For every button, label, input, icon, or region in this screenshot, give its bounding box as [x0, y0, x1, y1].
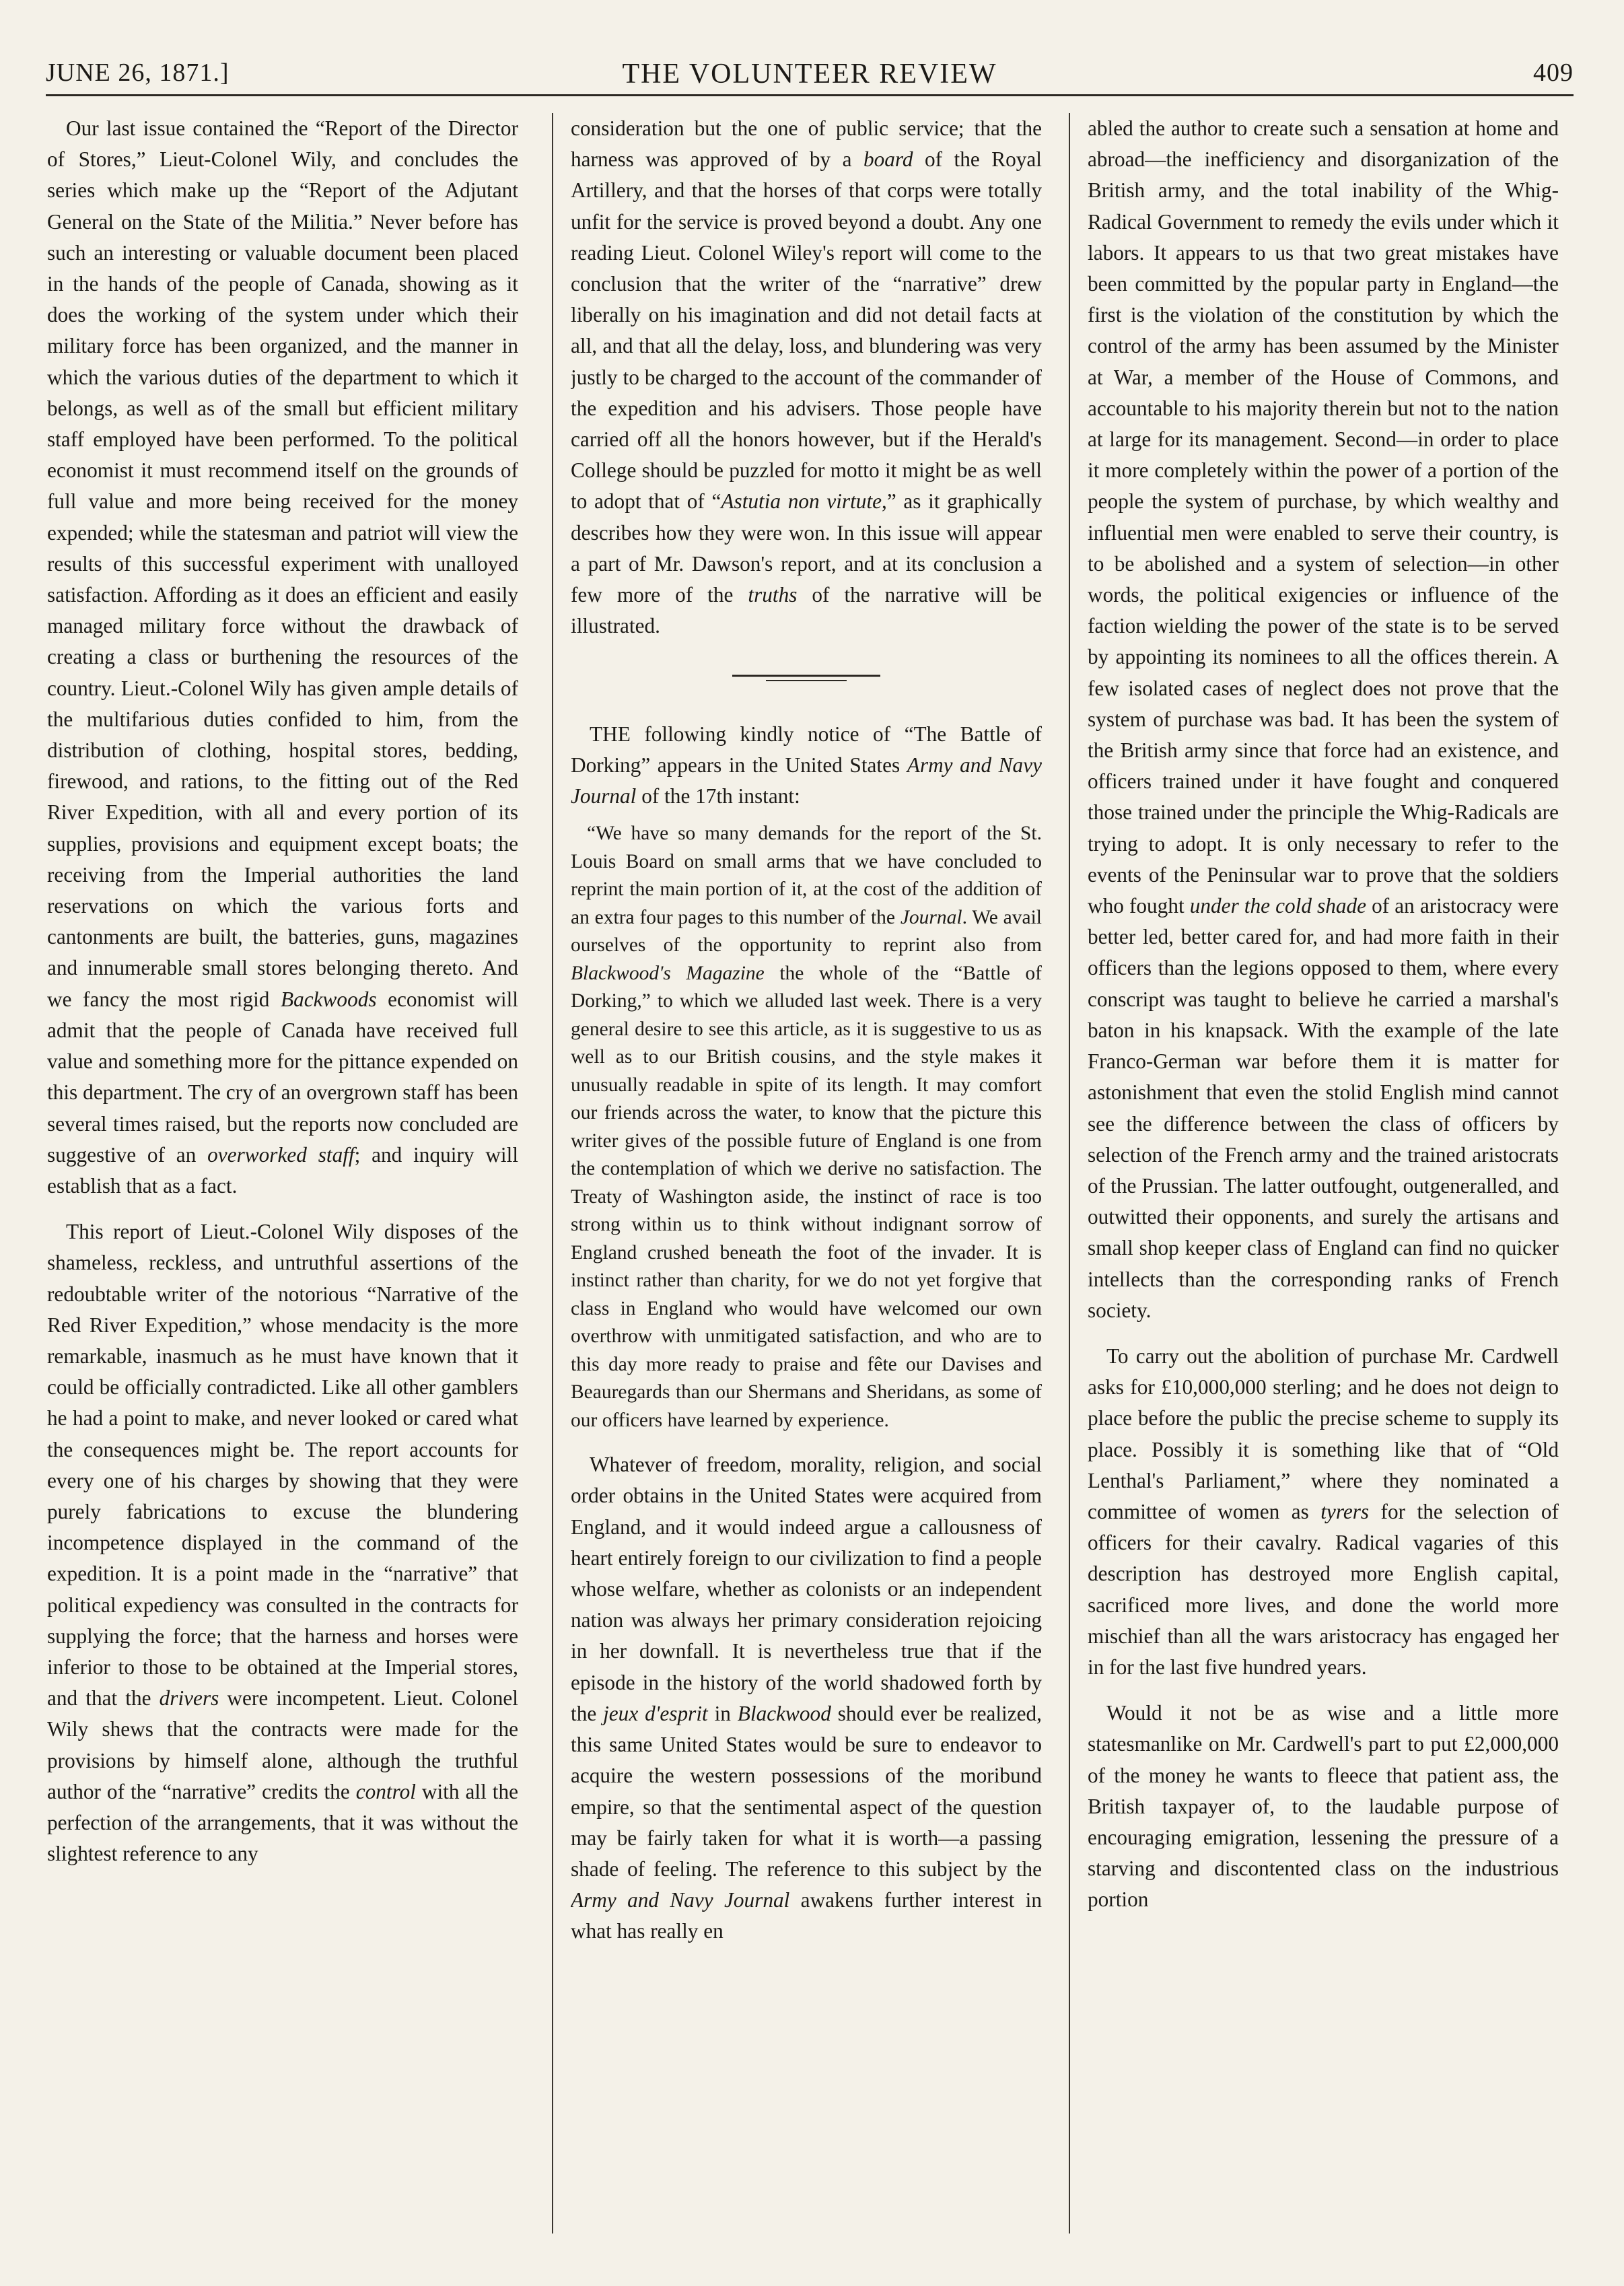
article-battle-of-dorking-paragraph: abled the author to create such a sensation at home and abroad—the inefficiency and disorganization of the British army, and the total inability of the Whig-Radical Government to remedy the evils under which it labors. It appears to us that two great mistakes have been committed by the popular party in England—the first is the violation of the constitution by which the control of the army has been assumed by the Minister at War, a member of the House of Commons, and accountable to his majority therein but not to the nation at large for its management. Second—in order to place it more completely within the power of a portion of the people the system of purchase, by which wealthy and influential men were enabled to serve their country, is to be abolished and a system of selection—in other words, the political exigencies or influence of the faction wielding the power of the state is to be served by appointing its nominees to all the offices therein. A few isolated cases of neglect does not prove that the system of purchase was bad. It has been the system of the British army since that force had an existence, and officers trained under it have fought and conquered those trained under the principle the Whig-Radicals are trying to adopt. It is only necessary to refer to the events of the Peninsular war to prove that the soldiers who fought under the cold shade of an aristocracy were better led, better cared for, and had more faith in their officers than the legions opposed to them, where every conscript was taught to believe he carried a marshal's baton in his knapsack. With the example of the late Franco-German war before them it is matter for astonishment that even the stolid English mind cannot see the difference between the class of officers by selection of the French army and the trained aristocrats of the Prussian. The latter outfought, outgeneralled, and outwitted their opponents, and surely the artisans and small shop keeper class of England can find no quicker intellects than the corresponding ranks of French society.: [1088, 116, 1559, 1322]
article-battle-of-dorking-paragraph: Whatever of freedom, morality, religion, and social order obtains in the United States were acquired from England, and it would indeed argue a callousness of heart entirely foreign to our civilization to find a people whose welfare, whether as colonists or an independent nation was always her primary consideration rejoicing in her downfall. It is nevertheless true that if the episode in the history of the world shadowed forth by the jeux d'esprit in Blackwood should ever be realized, this same United States would be sure to endeavor to acquire the western possessions of the moribund empire, so that the sentimental aspect of the question may be fairly taken for what it is worth—a passing shade of feeling. The reference to this subject by the Army and Navy Journal awakens further interest in what has really en: [571, 1453, 1042, 1943]
page-header: [46, 53, 1574, 100]
article-purchase-abolition-paragraph: Would it not be as wise and a little more statesmanlike on Mr. Cardwell's part to put £2,000,000 of the money he wants to fleece that patient ass, the British taxpayer of, to the laudable purpose of encouraging emigration, lessening the pressure of a starving and discontented class on the industrious portion: [1088, 1701, 1559, 1912]
separator-rule-icon: [719, 672, 894, 684]
quoted-notice-paragraph: “We have so many demands for the report of the St. Louis Board on small arms that we have concluded to reprint the main portion of it, at the cost of the addition of an extra four pages to this number of the Journal. We avail ourselves of the opportunity to reprint also from Blackwood's Magazine the whole of the “Battle of Dorking,” to which we alluded last week. There is a very general desire to see this article, as it is suggestive to us as well as to our British cousins, and the style makes it unusually readable in spite of its length. It may comfort our friends across the water, to know that the picture this writer gives of the possible future of England is one from the contemplation of which we derive no satisfaction. The Treaty of Washington aside, the instinct of race is too strong within us to think without indignant sorrow of England crushed beneath the foot of the invader. It is instinct rather than charity, for we do not yet forgive that class in England who would have welcomed our own overthrow with unmitigated satisfaction, and who are to this day more ready to praise and fête our Davises and Beauregards than our Shermans and Sheridans, as some of our officers have learned by experience.: [571, 823, 1042, 1431]
column-2: [571, 113, 1042, 2233]
issue-date: JUNE 26, 1871.]: [46, 59, 230, 87]
article-stores-report-paragraph: Our last issue contained the “Report of the Director of Stores,” Lieut-Colonel Wily, and concludes the series which make up the “Report of the Adjutant General on the State of the Militia.” Never before has such an interesting or valuable document been placed in the hands of the people of Canada, showing as it does the working of the system under which their military force has been organized, and the manner in which the various duties of the department to which it belongs, as well as of the small but efficient military staff employed have been performed. To the political economist it must recommend itself on the grounds of full value and more being received for the money expended; while the statesman and patriot will view the results of this successful experiment with unalloyed satisfaction. Affording as it does an efficient and easily managed military force without the drawback of creating a class or burthening the resources of the country. Lieut.-Colonel Wily has given ample details of the multifarious duties confided to him, from the distribution of clothing, hospital stores, bedding, firewood, and rations, to the fitting out of the Red River Expedition, with all and every portion of its supplies, provisions and equipment except boats; the receiving from the Imperial authorities the land reservations on which the various forts and cantonments are built, the batteries, guns, magazines and innumerable small stores belonging thereto. And we fancy the most rigid Backwoods economist will admit that the people of Canada have received full value and something more for the pittance expended on this department. The cry of an overgrown staff has been several times raised, but the reports now concluded are suggestive of an overworked staff; and inquiry will establish that as a fact.: [47, 116, 518, 1198]
publication-title: THE VOLUNTEER REVIEW: [622, 59, 997, 90]
column-1: [47, 113, 518, 2233]
column-3: [1088, 113, 1559, 2233]
header-rule: [46, 94, 1574, 96]
column-divider: [1069, 113, 1070, 2233]
article-stores-report-paragraph: consideration but the one of public service; that the harness was approved of by a board of the Royal Artillery, and that the horses of that corps were totally unfit for the service is proved beyond a doubt. Any one reading Lieut. Colonel Wiley's report will come to the conclusion that the writer of the “narrative” drew liberally on his imagination and did not detail facts at all, and that all the delay, loss, and blundering was very justly to be charged to the account of the commander of the expedition and his advisers. Those people have carried off all the honors however, but if the Herald's College should be puzzled for motto it might be as well to adopt that of “Astutia non virtute,” as it graphically describes how they were won. In this issue will appear a part of Mr. Dawson's report, and at its conclusion a few more of the truths of the narrative will be illustrated.: [571, 116, 1042, 638]
page-number: 409: [1533, 59, 1574, 87]
article-stores-report-paragraph: This report of Lieut.-Colonel Wily disposes of the shameless, reckless, and untruthful assertions of the redoubtable writer of the notorious “Narrative of the Red River Expedition,” whose mendacity is the more remarkable, inasmuch as he must have known that it could be officially contradicted. Like all other gamblers he had a point to make, and never looked or cared what the consequences might be. The report accounts for every one of his charges by showing that they were purely fabrications to excuse the blundering incompetence displayed in the command of the expedition. It is a point made in the “narrative” that political expediency was consulted in the contracts for supplying the force; that the harness and horses were inferior to those to be obtained at the Imperial stores, and that the drivers were incompetent. Lieut. Colonel Wily shews that the contracts were made for the provisions by himself alone, although the truthful author of the “narrative” credits the control with all the perfection of the arrangements, that it was without the slightest reference to any: [47, 1220, 518, 1866]
article-separator: [571, 662, 1042, 693]
article-purchase-abolition-paragraph: To carry out the abolition of purchase Mr. Cardwell asks for £10,000,000 sterling; and he does not deign to place before the public the precise scheme to supply its place. Possibly it is something like that of “Old Lenthal's Parliament,” where they nominated a committee of women as tyrers for the selection of officers for their cavalry. Radical vagaries of this description has destroyed more English capital, sacrificed more lives, and done the world more mischief than all the wars aristocracy has engaged her in for the last five hundred years.: [1088, 1344, 1559, 1679]
column-divider: [552, 113, 553, 2233]
article-battle-of-dorking-paragraph: THE following kindly notice of “The Battle of Dorking” appears in the United States Army and Navy Journal of the 17th instant:: [571, 722, 1042, 808]
